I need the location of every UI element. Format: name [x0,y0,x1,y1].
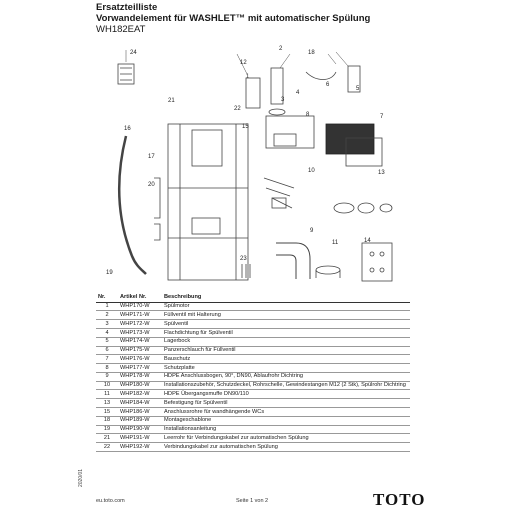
cell-article: WHP189-W [118,416,162,425]
callout-14: 14 [364,238,371,244]
table-row [96,337,410,346]
callout-23: 23 [240,256,247,262]
cell-article: WHP172-W [118,320,162,329]
document-header [96,2,496,35]
callout-24: 24 [130,50,137,56]
cell-nr: 4 [96,328,118,337]
cell-article: WHP184-W [118,399,162,408]
callout-7: 7 [380,114,384,120]
part-hose [306,72,336,80]
cell-article: WHP178-W [118,372,162,381]
cell-nr: 1 [96,302,118,311]
cell-nr: 5 [96,337,118,346]
column-header-nr: Nr. [96,293,118,302]
footer-url: eu.toto.com [96,498,125,504]
table-row [96,416,410,425]
callout-5: 5 [356,86,360,92]
cell-description: Spülmotor [162,302,410,311]
cell-description: Flachdichtung für Spülventil [162,328,410,337]
callout-16: 16 [124,126,131,132]
table-row [96,302,410,311]
callout-20: 20 [148,182,155,188]
cell-article: WHP177-W [118,364,162,373]
cell-article: WHP176-W [118,355,162,364]
table-row [96,381,410,390]
callout-15: 15 [242,124,249,130]
cell-article: WHP192-W [118,443,162,452]
cell-description: Installationszubehör, Schutzdeckel, Rohrschelle, Gewindestangen M12 (2 Stk), Spülrohr Dichtring [162,381,410,390]
table-header-row [96,293,410,302]
callout-18: 18 [308,50,315,56]
cell-article: WHP190-W [118,425,162,434]
table-row [96,355,410,364]
callout-6: 6 [326,82,330,88]
callout-1: 1 [246,74,250,80]
cell-article: WHP175-W [118,346,162,355]
table-row [96,320,410,329]
cell-nr: 19 [96,425,118,434]
document-date-code: 2020/01 [78,468,84,487]
table-row [96,390,410,399]
cell-description: Installationsanleitung [162,425,410,434]
table-row [96,434,410,443]
cell-description: Verbindungskabel zur automatischen Spülung [162,443,410,452]
cell-nr: 6 [96,346,118,355]
cell-article: WHP173-W [118,328,162,337]
cell-description: Panzerschlauch für Füllventil [162,346,410,355]
cell-description: Lagerbock [162,337,410,346]
cell-description: Spülventil [162,320,410,329]
callout-3: 3 [281,97,285,103]
cell-article: WHP182-W [118,390,162,399]
model-number: WH182EAT [96,24,146,35]
callout-10: 10 [308,168,315,174]
part-elbow [276,243,310,279]
part-pipe [119,136,146,274]
cell-description: Anschlussrohre für wandhängende WCs [162,407,410,416]
part-template [362,243,392,281]
cell-description: Füllventil mit Halterung [162,311,410,320]
cell-description: HDPE Übergangsmuffe DN90/110 [162,390,410,399]
document-subtitle: Vorwandelement für WASHLET™ mit automatischer Spülung [96,13,371,24]
table-row [96,372,410,381]
part-fill-valve [246,78,260,108]
callout-19: 19 [106,270,113,276]
cell-description: Schutzplatte [162,364,410,373]
cell-nr: 15 [96,407,118,416]
table-row [96,399,410,408]
cell-description: Leerrohr für Verbindungskabel zur automatischen Spülung [162,434,410,443]
part-socket [316,266,340,274]
callout-9: 9 [310,228,314,234]
callout-12: 12 [240,60,247,66]
part-gasket [269,109,285,115]
callout-17: 17 [148,154,155,160]
cell-nr: 2 [96,311,118,320]
table-row [96,346,410,355]
table-row [96,364,410,373]
cell-nr: 18 [96,416,118,425]
cell-nr: 13 [96,399,118,408]
parts-table [96,293,410,452]
callout-13: 13 [378,170,385,176]
cell-description: Bauschutz [162,355,410,364]
page-indicator: Seite 1 von 2 [236,498,269,504]
table-row [96,407,410,416]
cell-article: WHP171-W [118,311,162,320]
table-row [96,443,410,452]
cell-nr: 10 [96,381,118,390]
cell-nr: 21 [96,434,118,443]
callout-2: 2 [279,46,283,52]
cell-nr: 9 [96,372,118,381]
callout-21: 21 [168,98,175,104]
cell-description: HDPE Anschlussbogen, 90°, DN90, Ablaufrohr Dichtring [162,372,410,381]
cell-article: WHP180-W [118,381,162,390]
cell-article: WHP186-W [118,407,162,416]
table-row [96,311,410,320]
cell-description: Befestigung für Spülventil [162,399,410,408]
part-construction-cover [326,124,374,154]
callout-8: 8 [306,112,310,118]
column-header-article: Artikel Nr. [118,293,162,302]
cell-article: WHP170-W [118,302,162,311]
callout-22: 22 [234,106,241,112]
cell-article: WHP174-W [118,337,162,346]
table-row [96,425,410,434]
cell-nr: 11 [96,390,118,399]
column-header-description: Beschreibung [162,293,410,302]
cell-description: Montageschablone [162,416,410,425]
cell-nr: 8 [96,364,118,373]
table-row [96,328,410,337]
exploded-parts-drawing [96,38,410,290]
callout-11: 11 [332,240,339,246]
toto-logo: TOTO [373,490,426,509]
cell-nr: 22 [96,443,118,452]
cell-nr: 3 [96,320,118,329]
cell-nr: 7 [96,355,118,364]
callout-4: 4 [296,90,300,96]
cell-article: WHP191-W [118,434,162,443]
document-title: Ersatzteilliste [96,2,158,13]
part-protection-plate [266,116,314,148]
